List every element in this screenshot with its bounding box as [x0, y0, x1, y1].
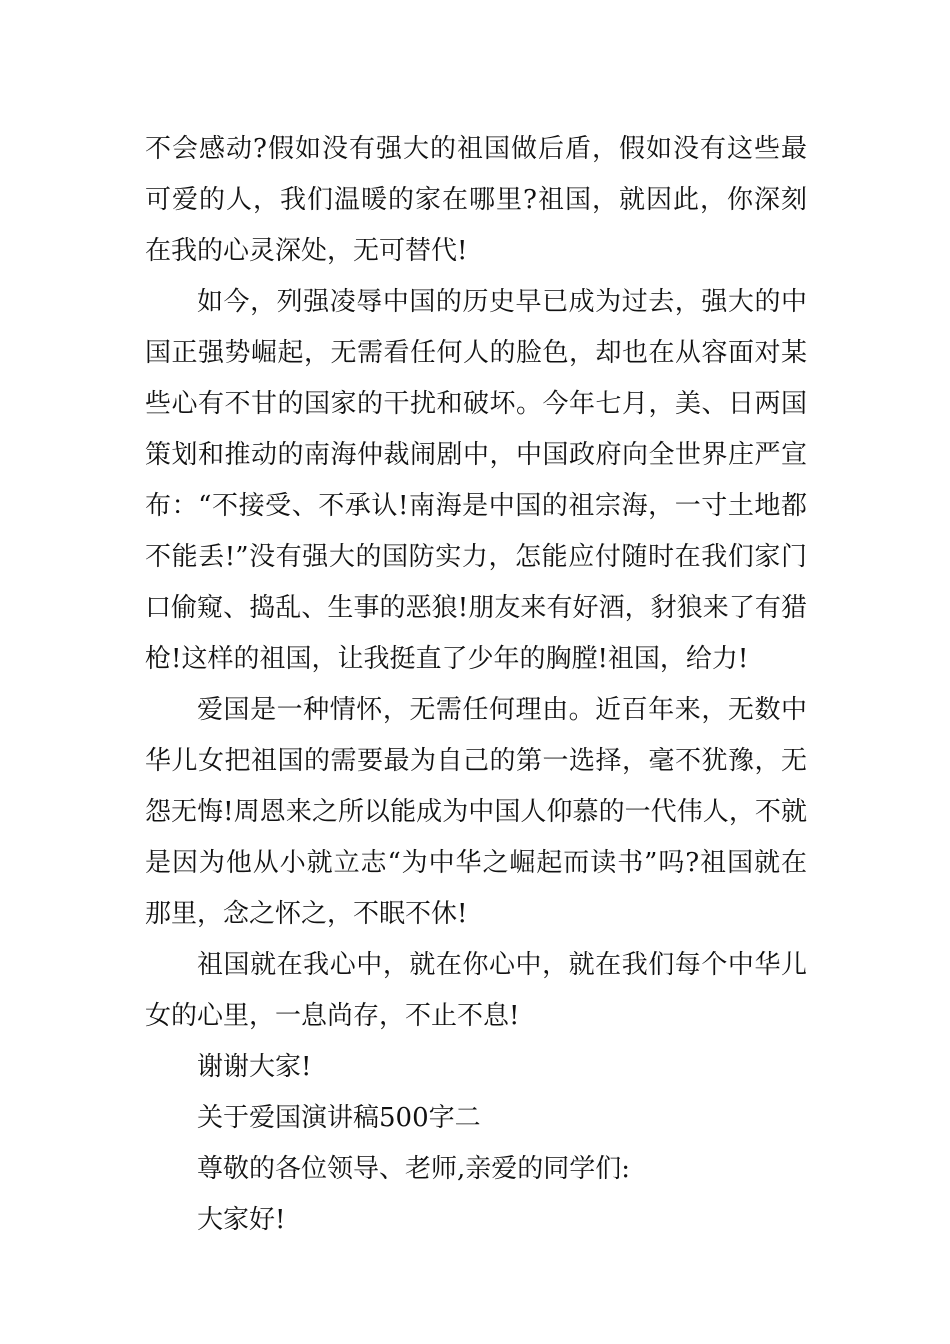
closing-thanks: 谢谢大家!	[197, 1052, 312, 1082]
paragraph-1-continuation: 不会感动?假如没有强大的祖国做后盾，假如没有这些最可爱的人，我们温暖的家在哪里?祖国，就因此，你深刻在我的心灵深处，无可替代!	[145, 134, 807, 266]
paragraph-patriotism: 爱国是一种情怀，无需任何理由。近百年来，无数中华儿女把祖国的需要最为自己的第一选择，毫不犹豫，无怨无悔!周恩来之所以能成为中国人仰慕的一代伟人，不就是因为他从小就立志“为中华之崛起而读书”吗?祖国就在那里，念之怀之，不眠不休!	[145, 695, 807, 929]
greeting: 大家好!	[197, 1205, 286, 1235]
paragraph-in-my-heart: 祖国就在我心中，就在你心中，就在我们每个中华儿女的心里，一息尚存，不止不息!	[145, 950, 807, 1031]
section-title: 关于爱国演讲稿500字二	[197, 1103, 481, 1133]
salutation: 尊敬的各位领导、老师,亲爱的同学们:	[197, 1154, 631, 1184]
document-page	[145, 124, 807, 1246]
paragraph-national-rise: 如今，列强凌辱中国的历史早已成为过去，强大的中国正强势崛起，无需看任何人的脸色，却也在从容面对某些心有不甘的国家的干扰和破坏。今年七月，美、日两国策划和推动的南海仲裁闹剧中，中国政府向全世界庄严宣布：“不接受、不承认!南海是中国的祖宗海，一寸土地都不能丢!”没有强大的国防实力，怎能应付随时在我们家门口偷窥、捣乱、生事的恶狼!朋友来有好酒，豺狼来了有猎枪!这样的祖国，让我挺直了少年的胸膛!祖国，给力!	[145, 287, 807, 674]
